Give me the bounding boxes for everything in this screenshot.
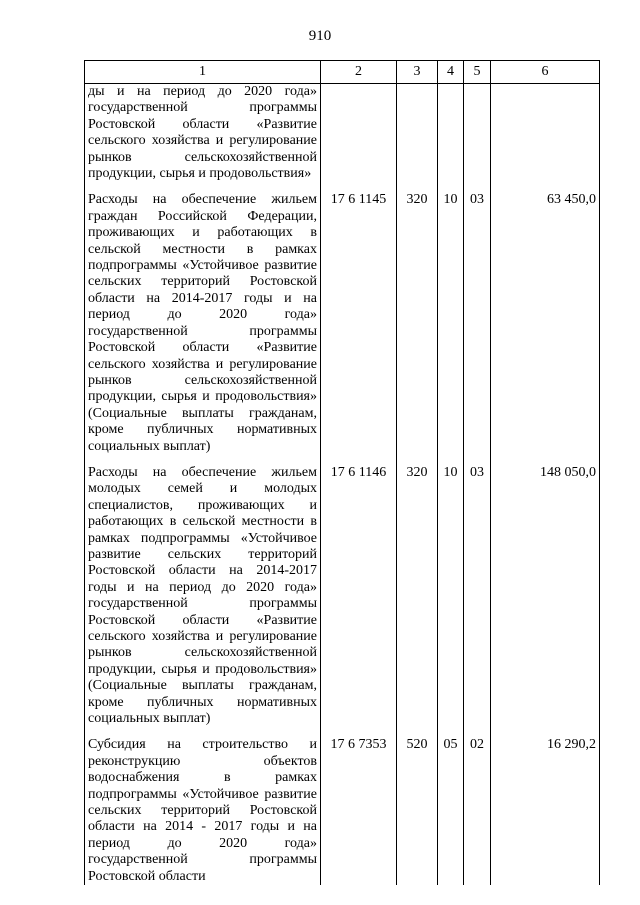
row-section bbox=[438, 84, 464, 183]
row-section: 10 bbox=[438, 465, 464, 728]
row-expense-type bbox=[397, 84, 438, 183]
row-amount: 16 290,2 bbox=[491, 737, 600, 885]
row-subsection: 03 bbox=[464, 465, 491, 728]
row-description: Расходы на обеспечение жильем граждан Российской Федерации, проживающих и работающих в сельской местности в рамках подпрограммы «Устойчивое развитие сельских территорий Ростовской области на 2014-2017 годы и на период до 2020 года» государственной программы Ростовской области «Развитие сельского хозяйства и регулирование рынков сельскохозяйственной продукции, сырья и продовольствия» (Социальные выплаты гражданам, кроме публичных нормативных социальных выплат) bbox=[85, 192, 321, 455]
row-amount: 63 450,0 bbox=[491, 192, 600, 455]
row-expense-type: 320 bbox=[397, 465, 438, 728]
row-description: Субсидия на строительство и реконструкцию объектов водоснабжения в рамках подпрограммы «Устойчивое развитие сельских территорий Ростовской области на 2014 - 2017 годы и на период до 2020 года» государственной программы Ростовской области bbox=[85, 737, 321, 885]
row-amount bbox=[491, 84, 600, 183]
row-section: 10 bbox=[438, 192, 464, 455]
table-row bbox=[85, 84, 600, 183]
header-col-4: 4 bbox=[438, 61, 464, 84]
row-description: ды и на период до 2020 года» государственной программы Ростовской области «Развитие сельского хозяйства и регулирование рынков сельскохозяйственной продукции, сырья и продовольствия» bbox=[85, 84, 321, 183]
row-section: 05 bbox=[438, 737, 464, 885]
header-col-6: 6 bbox=[491, 61, 600, 84]
row-subsection bbox=[464, 84, 491, 183]
row-spacer bbox=[85, 182, 600, 192]
table-row bbox=[85, 192, 600, 455]
row-expense-type: 320 bbox=[397, 192, 438, 455]
row-description: Расходы на обеспечение жильем молодых семей и молодых специалистов, проживающих и работающих в сельской местности в рамках подпрограммы «Устойчивое развитие сельских территорий Ростовской области на 2014-2017 годы и на период до 2020 года» государственной программы Ростовской области «Развитие сельского хозяйства и регулирование рынков сельскохозяйственной продукции, сырья и продовольствия» (Социальные выплаты гражданам, кроме публичных нормативных социальных выплат) bbox=[85, 465, 321, 728]
table-row bbox=[85, 465, 600, 728]
row-target-code: 17 6 7353 bbox=[321, 737, 397, 885]
page-number: 910 bbox=[308, 28, 332, 44]
budget-table bbox=[84, 60, 600, 885]
row-subsection: 03 bbox=[464, 192, 491, 455]
row-spacer bbox=[85, 455, 600, 465]
row-spacer bbox=[85, 727, 600, 737]
row-expense-type: 520 bbox=[397, 737, 438, 885]
header-col-1: 1 bbox=[85, 61, 321, 84]
table-row bbox=[85, 737, 600, 885]
row-target-code: 17 6 1146 bbox=[321, 465, 397, 728]
header-col-5: 5 bbox=[464, 61, 491, 84]
row-target-code bbox=[321, 84, 397, 183]
header-row bbox=[85, 61, 600, 84]
header-col-2: 2 bbox=[321, 61, 397, 84]
row-subsection: 02 bbox=[464, 737, 491, 885]
row-amount: 148 050,0 bbox=[491, 465, 600, 728]
header-col-3: 3 bbox=[397, 61, 438, 84]
row-target-code: 17 6 1145 bbox=[321, 192, 397, 455]
